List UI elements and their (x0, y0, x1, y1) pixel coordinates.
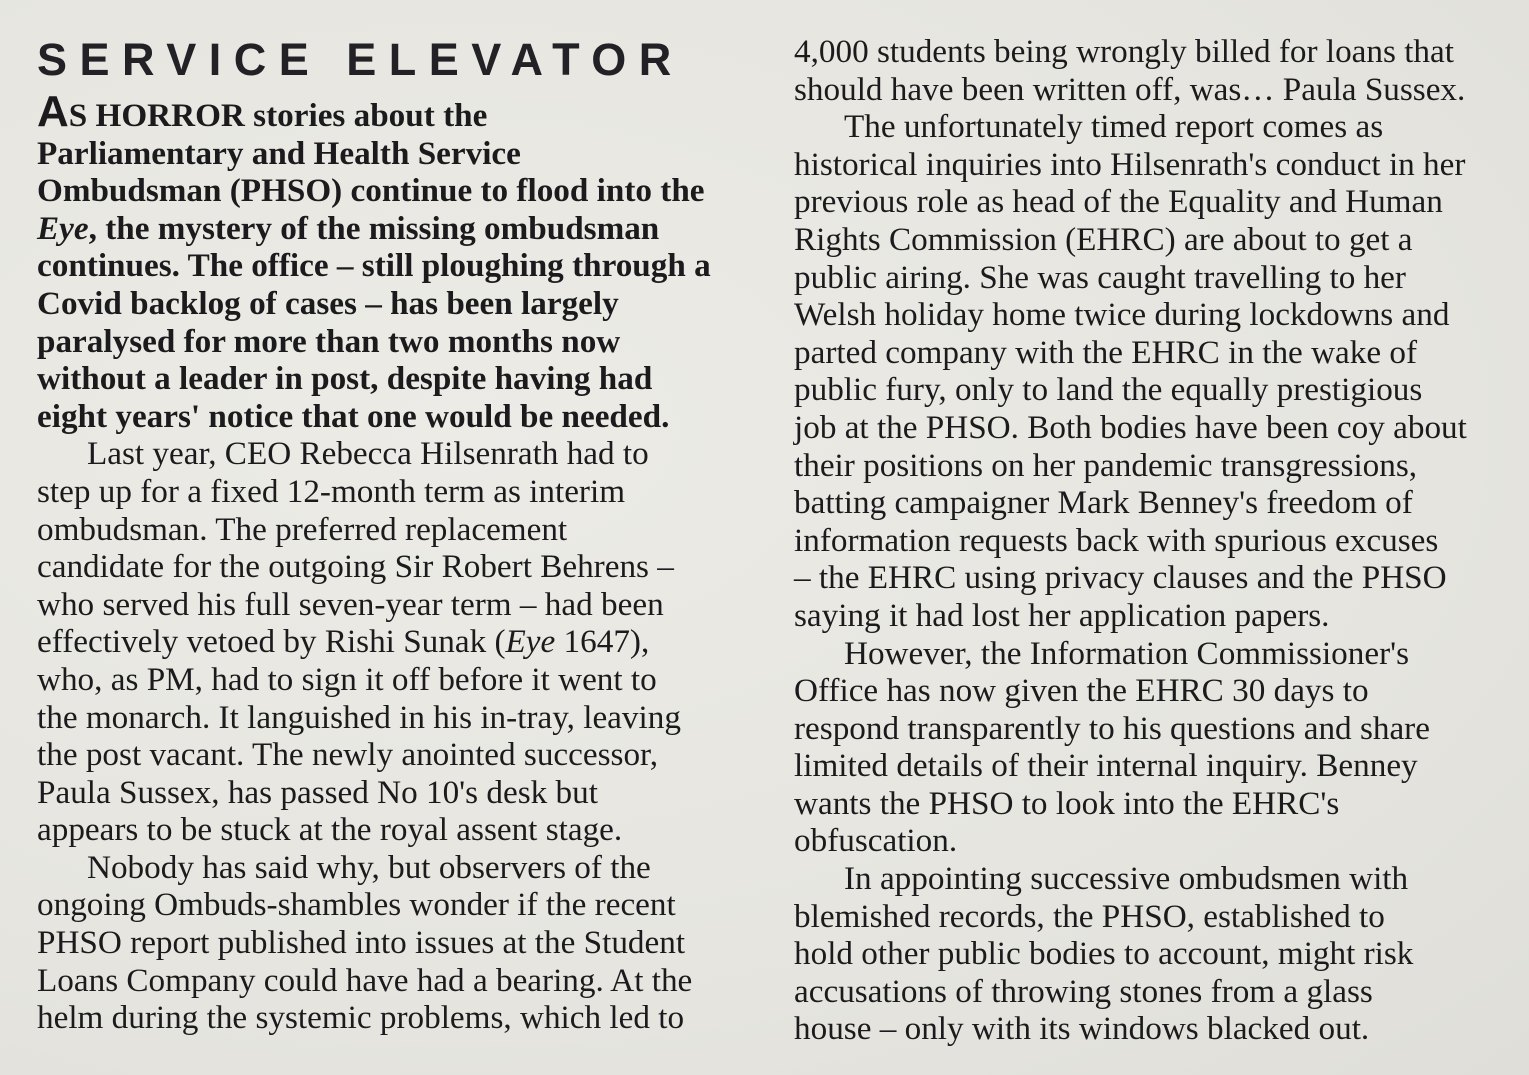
body-line: house – only with its windows blacked out. (794, 1010, 1370, 1048)
body-line: who served his full seven-year term – had been (37, 585, 664, 623)
body-line: Welsh holiday home twice during lockdowns and (794, 296, 1450, 334)
lede-line: Ombudsman (PHSO) continue to flood into the (37, 172, 705, 210)
body-line: blemished records, the PHSO, established to (794, 897, 1385, 935)
body-line: public airing. She was caught travelling to her (794, 258, 1406, 296)
lede-paragraph (37, 87, 752, 435)
body-line: parted company with the EHRC in the wake of (794, 333, 1418, 371)
body-line: step up for a fixed 12-month term as interim (37, 472, 626, 510)
body-line: their positions on her pandemic transgressions, (794, 446, 1418, 484)
eye-reference: Eye (505, 623, 556, 661)
body-line: However, the Information Commissioner's (844, 634, 1410, 672)
lede-line: paralysed for more than two months now (37, 322, 621, 360)
body-line: Nobody has said why, but observers of the (87, 848, 651, 886)
lede-line: Parliamentary and Health Service (37, 134, 521, 172)
body-line: obfuscation. (794, 822, 958, 860)
article-heading: SERVICE ELEVATOR (37, 34, 684, 85)
body-line: wants the PHSO to look into the EHRC's (794, 784, 1340, 822)
body-line: information requests back with spurious excuses (794, 521, 1439, 559)
body-line: the monarch. It languished in his in-tray, leaving (37, 698, 681, 736)
right-column (794, 33, 1509, 1048)
body-line: previous role as head of the Equality and Human (794, 183, 1443, 221)
body-line: historical inquiries into Hilsenrath's conduct in her (794, 145, 1466, 183)
body-line: limited details of their internal inquiry. Benney (794, 747, 1418, 785)
body-line: appears to be stuck at the royal assent stage. (37, 811, 623, 849)
body-line: candidate for the outgoing Sir Robert Behrens – (37, 548, 674, 586)
eye-reference: Eye (37, 209, 89, 247)
body-line: public fury, only to land the equally prestigious (794, 371, 1423, 409)
body-line: job at the PHSO. Both bodies have been coy about (794, 408, 1467, 446)
body-line: ongoing Ombuds-shambles wonder if the recent (37, 886, 676, 924)
left-body (37, 435, 752, 1037)
lede-line: without a leader in post, despite having had (37, 360, 653, 398)
body-line: batting campaigner Mark Benney's freedom of (794, 484, 1413, 522)
body-line: the post vacant. The newly anointed successor, (37, 736, 659, 774)
body-line: In appointing successive ombudsmen with (844, 860, 1409, 898)
body-line: The unfortunately timed report comes as (844, 108, 1384, 146)
body-line: Last year, CEO Rebecca Hilsenrath had to (87, 435, 649, 473)
drop-cap: A (37, 87, 69, 136)
body-line: – the EHRC using privacy clauses and the PHSO (794, 559, 1447, 597)
body-line: 4,000 students being wrongly billed for loans that (794, 33, 1454, 70)
body-line: effectively vetoed by Rishi Sunak (Eye 1647), (37, 623, 650, 661)
body-line: respond transparently to his questions and share (794, 709, 1430, 747)
lede-line: AS HORROR stories about the (37, 87, 488, 136)
lede-line: continues. The office – still ploughing through a (37, 247, 711, 285)
lede-line: Covid backlog of cases – has been largely (37, 284, 619, 322)
body-line: who, as PM, had to sign it off before it went to (37, 660, 657, 698)
body-line: PHSO report published into issues at the Student (37, 924, 686, 962)
body-line: hold other public bodies to account, might risk (794, 935, 1414, 973)
body-line: saying it had lost her application papers. (794, 596, 1330, 634)
lede-line: Eye, the mystery of the missing ombudsman (37, 209, 660, 247)
body-line: should have been written off, was… Paula Sussex. (794, 70, 1466, 108)
body-line: Rights Commission (EHRC) are about to get a (794, 220, 1413, 258)
lede-line: eight years' notice that one would be needed. (37, 397, 670, 435)
body-line: Paula Sussex, has passed No 10's desk but (37, 773, 598, 811)
left-column (37, 0, 752, 1037)
body-line: Office has now given the EHRC 30 days to (794, 672, 1369, 710)
body-line: ombudsman. The preferred replacement (37, 510, 568, 548)
body-line: Loans Company could have had a bearing. At the (37, 961, 693, 999)
body-line: helm during the systemic problems, which led to (37, 999, 685, 1037)
body-line: accusations of throwing stones from a glass (794, 972, 1373, 1010)
